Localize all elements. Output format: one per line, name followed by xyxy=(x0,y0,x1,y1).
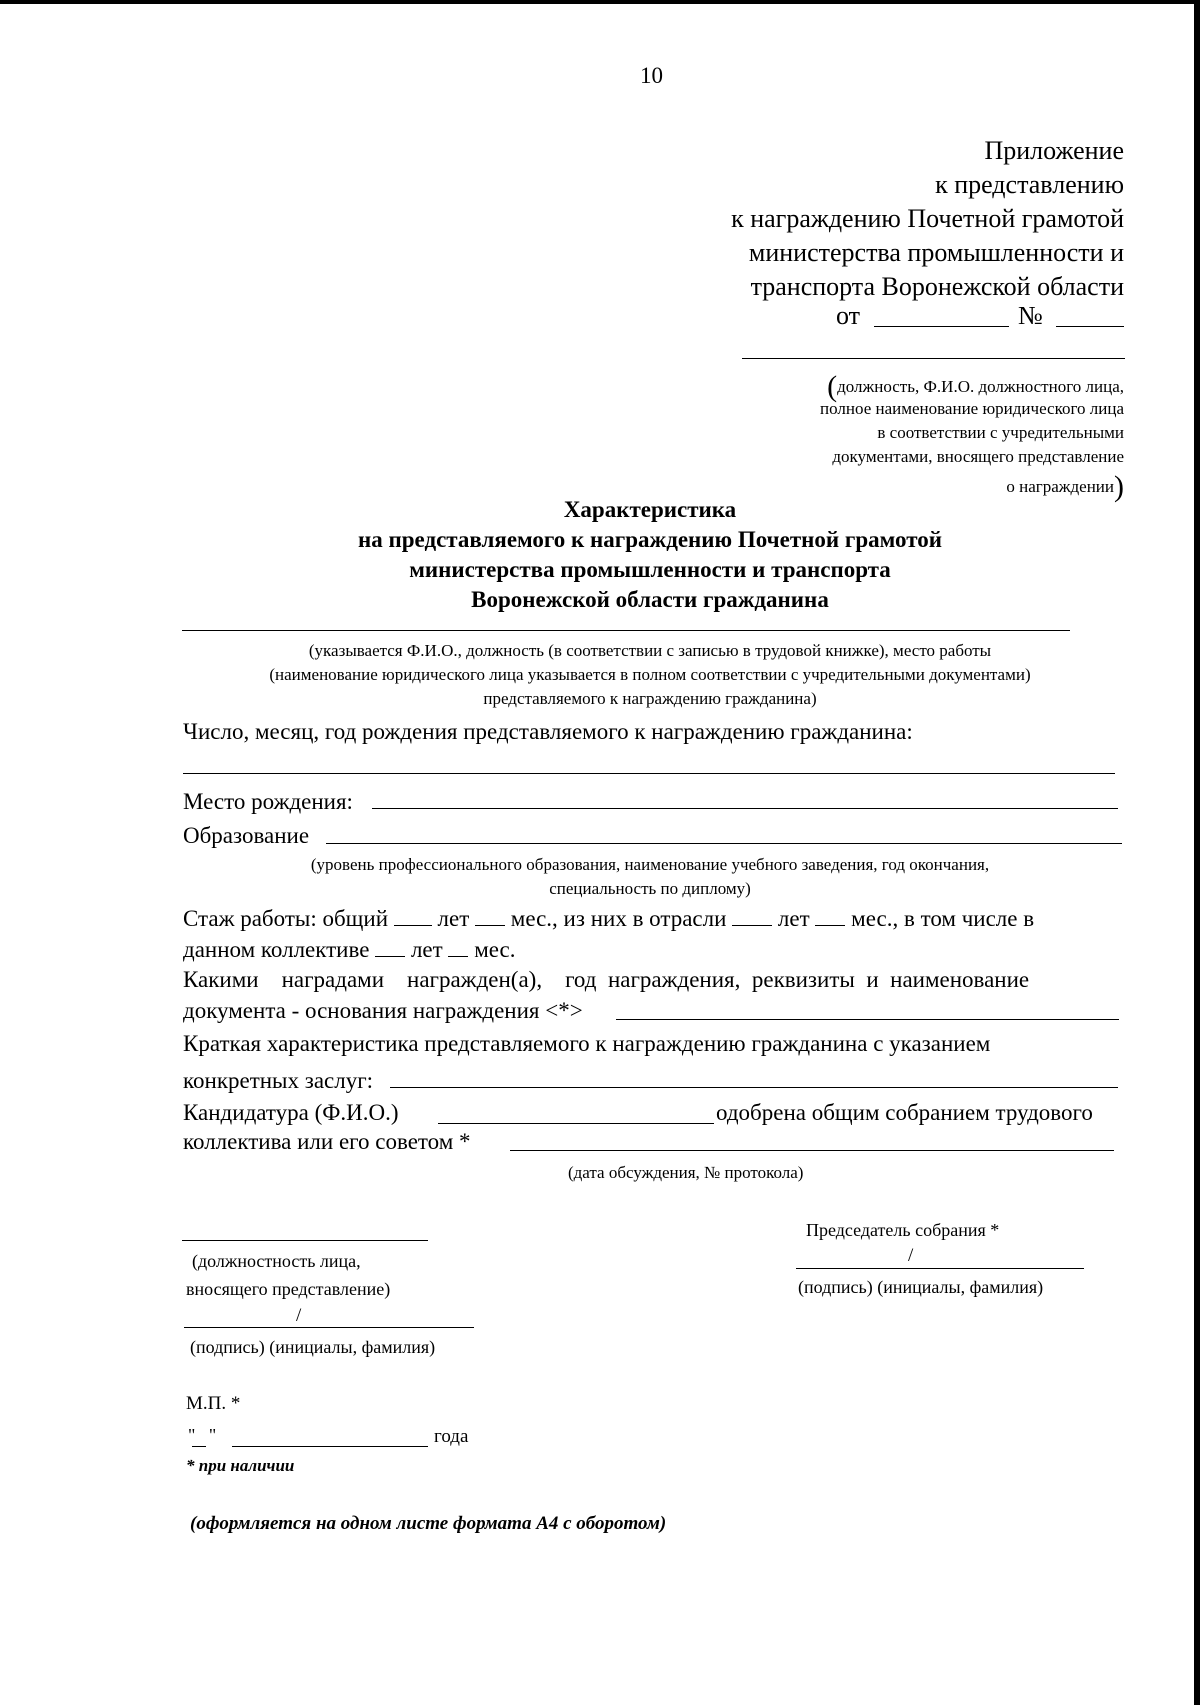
submitter-note-line: (должность, Ф.И.О. должностного лица, xyxy=(827,370,1124,403)
birth-place-label: Место рождения: xyxy=(183,789,353,814)
header-line: транспорта Воронежской области xyxy=(750,272,1124,301)
awards-line-1: Какими наградами награжден(а), год награждения, реквизиты и наименование xyxy=(183,967,1030,992)
birth-date-label: Число, месяц, год рождения представляемого к награждению гражданина: xyxy=(183,719,913,744)
discussion-note: (дата обсуждения, № протокола) xyxy=(568,1163,804,1182)
chairman-label: Председатель собрания * xyxy=(806,1220,1000,1240)
education-note-line: специальность по диплому) xyxy=(549,879,751,898)
title-line: на представляемого к награждению Почетной грамотой xyxy=(358,527,942,552)
day-blank-line[interactable] xyxy=(192,1446,206,1447)
submitter-note-line: о награждении) xyxy=(1006,470,1124,503)
industry-years-blank[interactable] xyxy=(732,924,772,926)
chairman-signature-note: (подпись) (инициалы, фамилия) xyxy=(798,1277,1044,1297)
header-line: к награждению Почетной грамотой xyxy=(731,204,1124,233)
chairman-signature-line[interactable] xyxy=(796,1268,1084,1269)
experience-text: лет xyxy=(777,906,810,931)
brief-line-2: конкретных заслуг: xyxy=(183,1068,374,1093)
header-line: Приложение xyxy=(984,136,1124,165)
birth-date-blank-line[interactable] xyxy=(183,773,1115,774)
experience-line-1 xyxy=(183,907,1034,930)
candidate-council-text: коллектива или его советом * xyxy=(183,1129,471,1154)
submitter-note-line: документами, вносящего представление xyxy=(832,447,1124,466)
experience-text: мес., из них в отрасли xyxy=(510,906,727,931)
official-position-line[interactable] xyxy=(182,1240,428,1241)
citizen-blank-line[interactable] xyxy=(182,630,1070,631)
official-position-note: (должностность лица, xyxy=(192,1251,361,1271)
title-line: Характеристика xyxy=(563,497,737,522)
year-label: года xyxy=(434,1426,469,1447)
page-number: 10 xyxy=(640,63,663,88)
awards-blank-line[interactable] xyxy=(616,1019,1119,1020)
total-months-blank[interactable] xyxy=(475,924,505,926)
birth-place-blank-line[interactable] xyxy=(372,808,1118,809)
citizen-note-line: (наименование юридического лица указывается в полном соответствии с учредительными документами) xyxy=(269,665,1031,684)
citizen-note-line: (указывается Ф.И.О., должность (в соответствии с записью в трудовой книжке), место работы xyxy=(308,641,992,660)
awards-line-2: документа - основания награждения <*> xyxy=(183,998,583,1023)
header-ot-label: от xyxy=(836,301,861,330)
education-label: Образование xyxy=(183,823,310,848)
chairman-slash: / xyxy=(908,1245,914,1266)
official-signature-line[interactable] xyxy=(184,1327,474,1328)
header-no-label: № xyxy=(1018,301,1043,330)
experience-text: мес., в том числе в xyxy=(851,906,1035,931)
official-position-note: вносящего представление) xyxy=(186,1279,391,1299)
team-months-blank[interactable] xyxy=(448,955,468,957)
candidate-name-blank-line[interactable] xyxy=(438,1123,714,1124)
submitter-note-line: полное наименование юридического лица xyxy=(820,399,1124,418)
official-slash: / xyxy=(296,1305,302,1326)
experience-text: Стаж работы: общий xyxy=(183,906,389,931)
number-blank-line[interactable] xyxy=(1056,326,1124,327)
submitter-note-line: в соответствии с учредительными xyxy=(877,423,1124,442)
title-line: Воронежской области гражданина xyxy=(471,587,829,612)
submitter-blank-line[interactable] xyxy=(742,358,1125,359)
experience-text: данном коллективе xyxy=(183,937,370,962)
experience-line-2 xyxy=(183,938,515,961)
education-blank-line[interactable] xyxy=(326,843,1122,844)
experience-text: лет xyxy=(437,906,470,931)
experience-text: мес. xyxy=(474,937,516,962)
month-year-blank-line[interactable] xyxy=(232,1446,428,1447)
total-years-blank[interactable] xyxy=(394,924,432,926)
discussion-blank-line[interactable] xyxy=(510,1150,1114,1151)
candidate-label: Кандидатура (Ф.И.О.) xyxy=(183,1100,399,1125)
header-line: к представлению xyxy=(935,170,1124,199)
official-signature-note: (подпись) (инициалы, фамилия) xyxy=(190,1337,436,1357)
scan-edge-top xyxy=(0,0,1200,4)
candidate-approved-text: одобрена общим собранием трудового xyxy=(716,1100,1093,1125)
title-line: министерства промышленности и транспорта xyxy=(409,557,891,582)
date-quotes: " " xyxy=(188,1425,217,1445)
experience-text: лет xyxy=(410,937,443,962)
header-line: министерства промышленности и xyxy=(748,238,1124,267)
brief-line-1: Краткая характеристика представляемого к награждению гражданина с указанием xyxy=(183,1031,991,1056)
format-note: (оформляется на одном листе формата А4 с оборотом) xyxy=(190,1513,667,1534)
industry-months-blank[interactable] xyxy=(815,924,845,926)
scan-edge-right xyxy=(1194,0,1200,1705)
footnote: * при наличии xyxy=(186,1456,295,1475)
merits-blank-line[interactable] xyxy=(390,1087,1118,1088)
date-blank-line[interactable] xyxy=(874,326,1009,327)
stamp-label: М.П. * xyxy=(186,1393,241,1414)
team-years-blank[interactable] xyxy=(375,955,405,957)
education-note-line: (уровень профессионального образования, наименование учебного заведения, год окончания, xyxy=(310,855,990,874)
citizen-note-line: представляемого к награждению гражданина) xyxy=(483,689,817,708)
